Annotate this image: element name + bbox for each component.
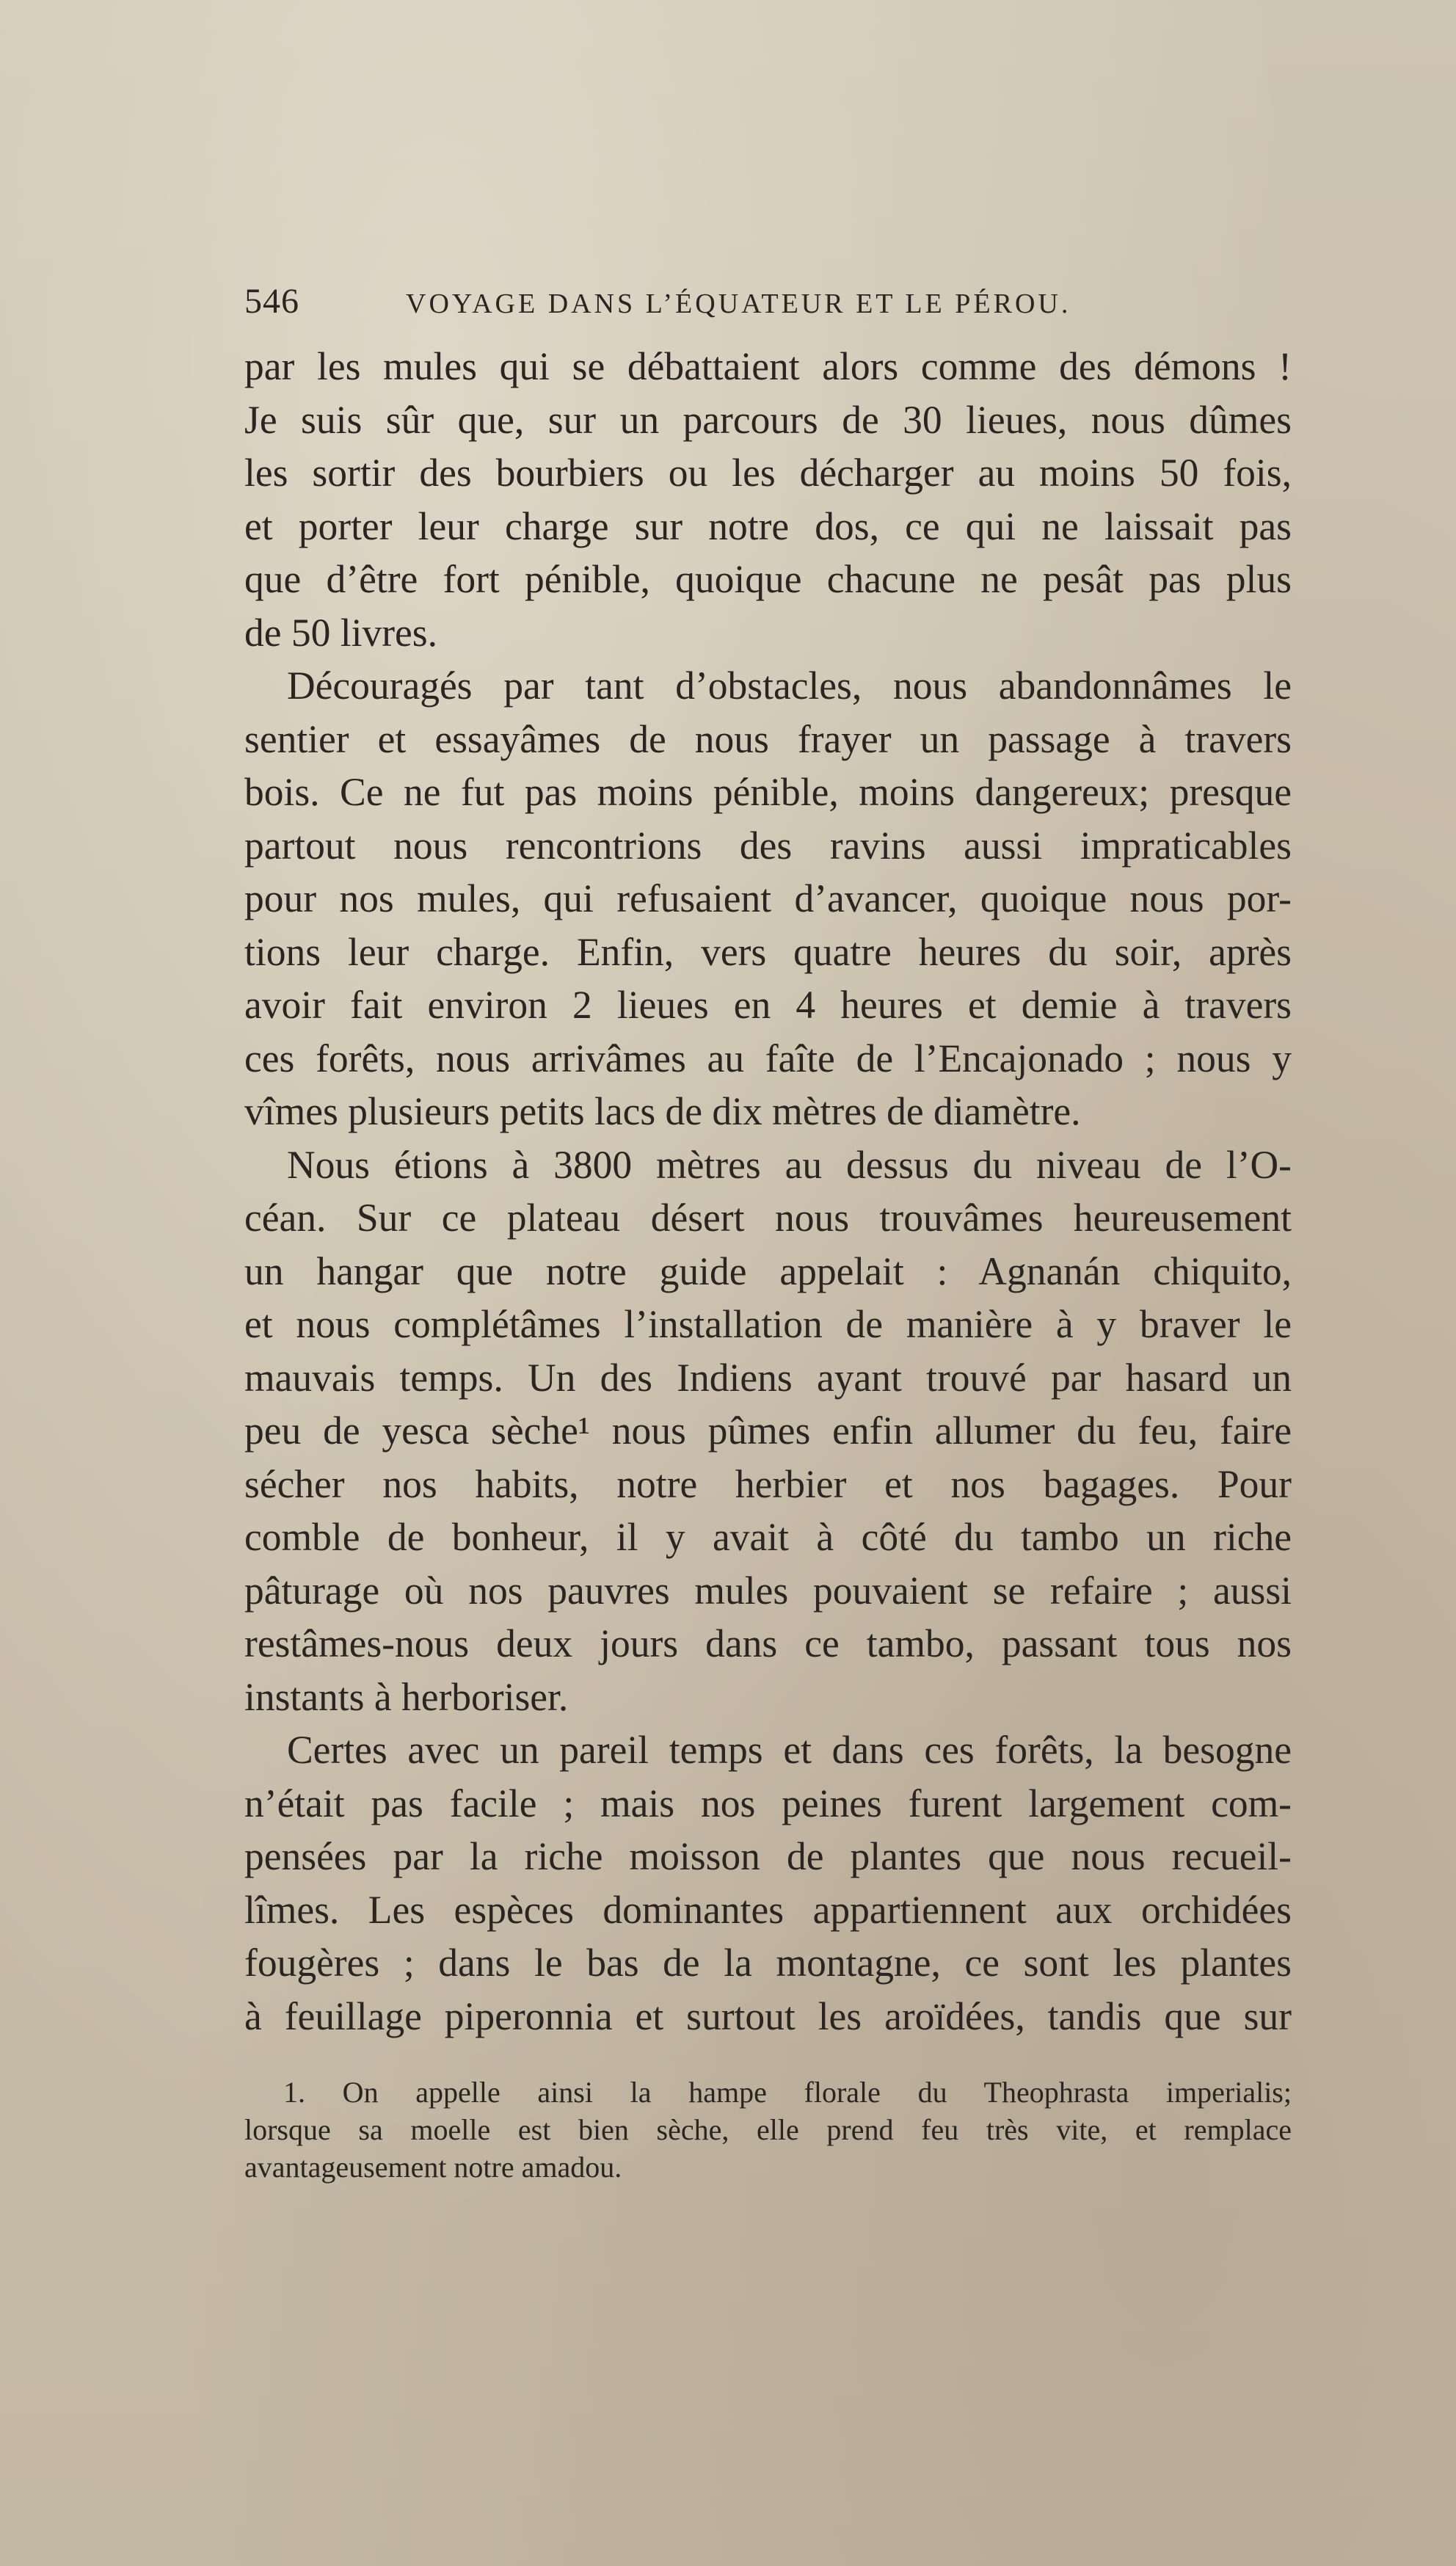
text-line: pour nos mules, qui refusaient d’avancer, quoique nous por-: [244, 876, 1292, 920]
text-line: Je suis sûr que, sur un parcours de 30 lieues, nous dûmes: [244, 397, 1292, 442]
text-line: tions leur charge. Enfin, vers quatre heures du soir, après: [244, 929, 1292, 974]
text-line: Nous étions à 3800 mètres au dessus du niveau de l’O-: [287, 1142, 1292, 1187]
text-line: à feuillage piperonnia et surtout les aroïdées, tandis que sur: [244, 1993, 1292, 2038]
paragraph-3: [244, 1138, 1292, 1724]
text-line: et porter leur charge sur notre dos, ce qui ne laissait pas: [244, 504, 1292, 548]
paragraph-4: [244, 1723, 1292, 2043]
text-line: partout nous rencontrions des ravins aussi impraticables: [244, 823, 1292, 868]
text-line: comble de bonheur, il y avait à côté du tambo un riche: [244, 1515, 1292, 1559]
page-number: 546: [244, 282, 299, 321]
text-line: restâmes-nous deux jours dans ce tambo, passant tous nos: [244, 1621, 1292, 1665]
paragraph-2: [244, 659, 1292, 1138]
text-line: vîmes plusieurs petits lacs de dix mètres de diamètre.: [244, 1089, 1081, 1133]
text-line: les sortir des bourbiers ou les décharger au moins 50 fois,: [244, 451, 1292, 495]
text-line: ces forêts, nous arrivâmes au faîte de l’Encajonado ; nous y: [244, 1036, 1292, 1080]
text-line: Découragés par tant d’obstacles, nous abandonnâmes le: [287, 664, 1292, 708]
text-line: avoir fait environ 2 lieues en 4 heures et demie à travers: [244, 983, 1292, 1027]
text-line: bois. Ce ne fut pas moins pénible, moins dangereux; presque: [244, 770, 1292, 814]
footnote-line: 1. On appelle ainsi la hampe florale du Theophrasta imperialis;: [283, 2076, 1292, 2109]
footnote-line: avantageusement notre amadou.: [244, 2151, 622, 2184]
text-line: par les mules qui se débattaient alors comme des démons !: [244, 344, 1292, 388]
text-line: et nous complétâmes l’installation de manière à y braver le: [244, 1302, 1292, 1346]
text-line: mauvais temps. Un des Indiens ayant trouvé par hasard un: [244, 1355, 1292, 1400]
text-line: pensées par la riche moisson de plantes que nous recueil-: [244, 1834, 1292, 1878]
text-line: que d’être fort pénible, quoique chacune ne pesât pas plus: [244, 557, 1292, 601]
text-line: instants à herboriser.: [244, 1674, 569, 1719]
text-line: peu de yesca sèche¹ nous pûmes enfin allumer du feu, faire: [244, 1409, 1292, 1453]
text-line: fougères ; dans le bas de la montagne, ce sont les plantes: [244, 1941, 1292, 1985]
paragraph-1: [244, 340, 1292, 659]
text-line: sentier et essayâmes de nous frayer un passage à travers: [244, 716, 1292, 761]
page-header: [244, 281, 1292, 321]
text-line: un hangar que notre guide appelait : Agnanán chiquito,: [244, 1249, 1292, 1293]
text-line: Certes avec un pareil temps et dans ces forêts, la besogne: [287, 1728, 1292, 1772]
footnotes: [244, 2073, 1292, 2186]
text-line: lîmes. Les espèces dominantes appartiennent aux orchidées: [244, 1887, 1292, 1932]
text-line: céan. Sur ce plateau désert nous trouvâmes heureusement: [244, 1196, 1292, 1240]
text-line: n’était pas facile ; mais nos peines furent largement com-: [244, 1781, 1292, 1825]
body-text: [244, 340, 1292, 2043]
footnote-line: lorsque sa moelle est bien sèche, elle prend feu très vite, et remplace: [244, 2113, 1292, 2146]
running-title: VOYAGE DANS L’ÉQUATEUR ET LE PÉROU.: [406, 288, 1071, 319]
text-line: sécher nos habits, notre herbier et nos bagages. Pour: [244, 1461, 1292, 1506]
text-line: pâturage où nos pauvres mules pouvaient se refaire ; aussi: [244, 1568, 1292, 1613]
text-line: de 50 livres.: [244, 610, 437, 655]
